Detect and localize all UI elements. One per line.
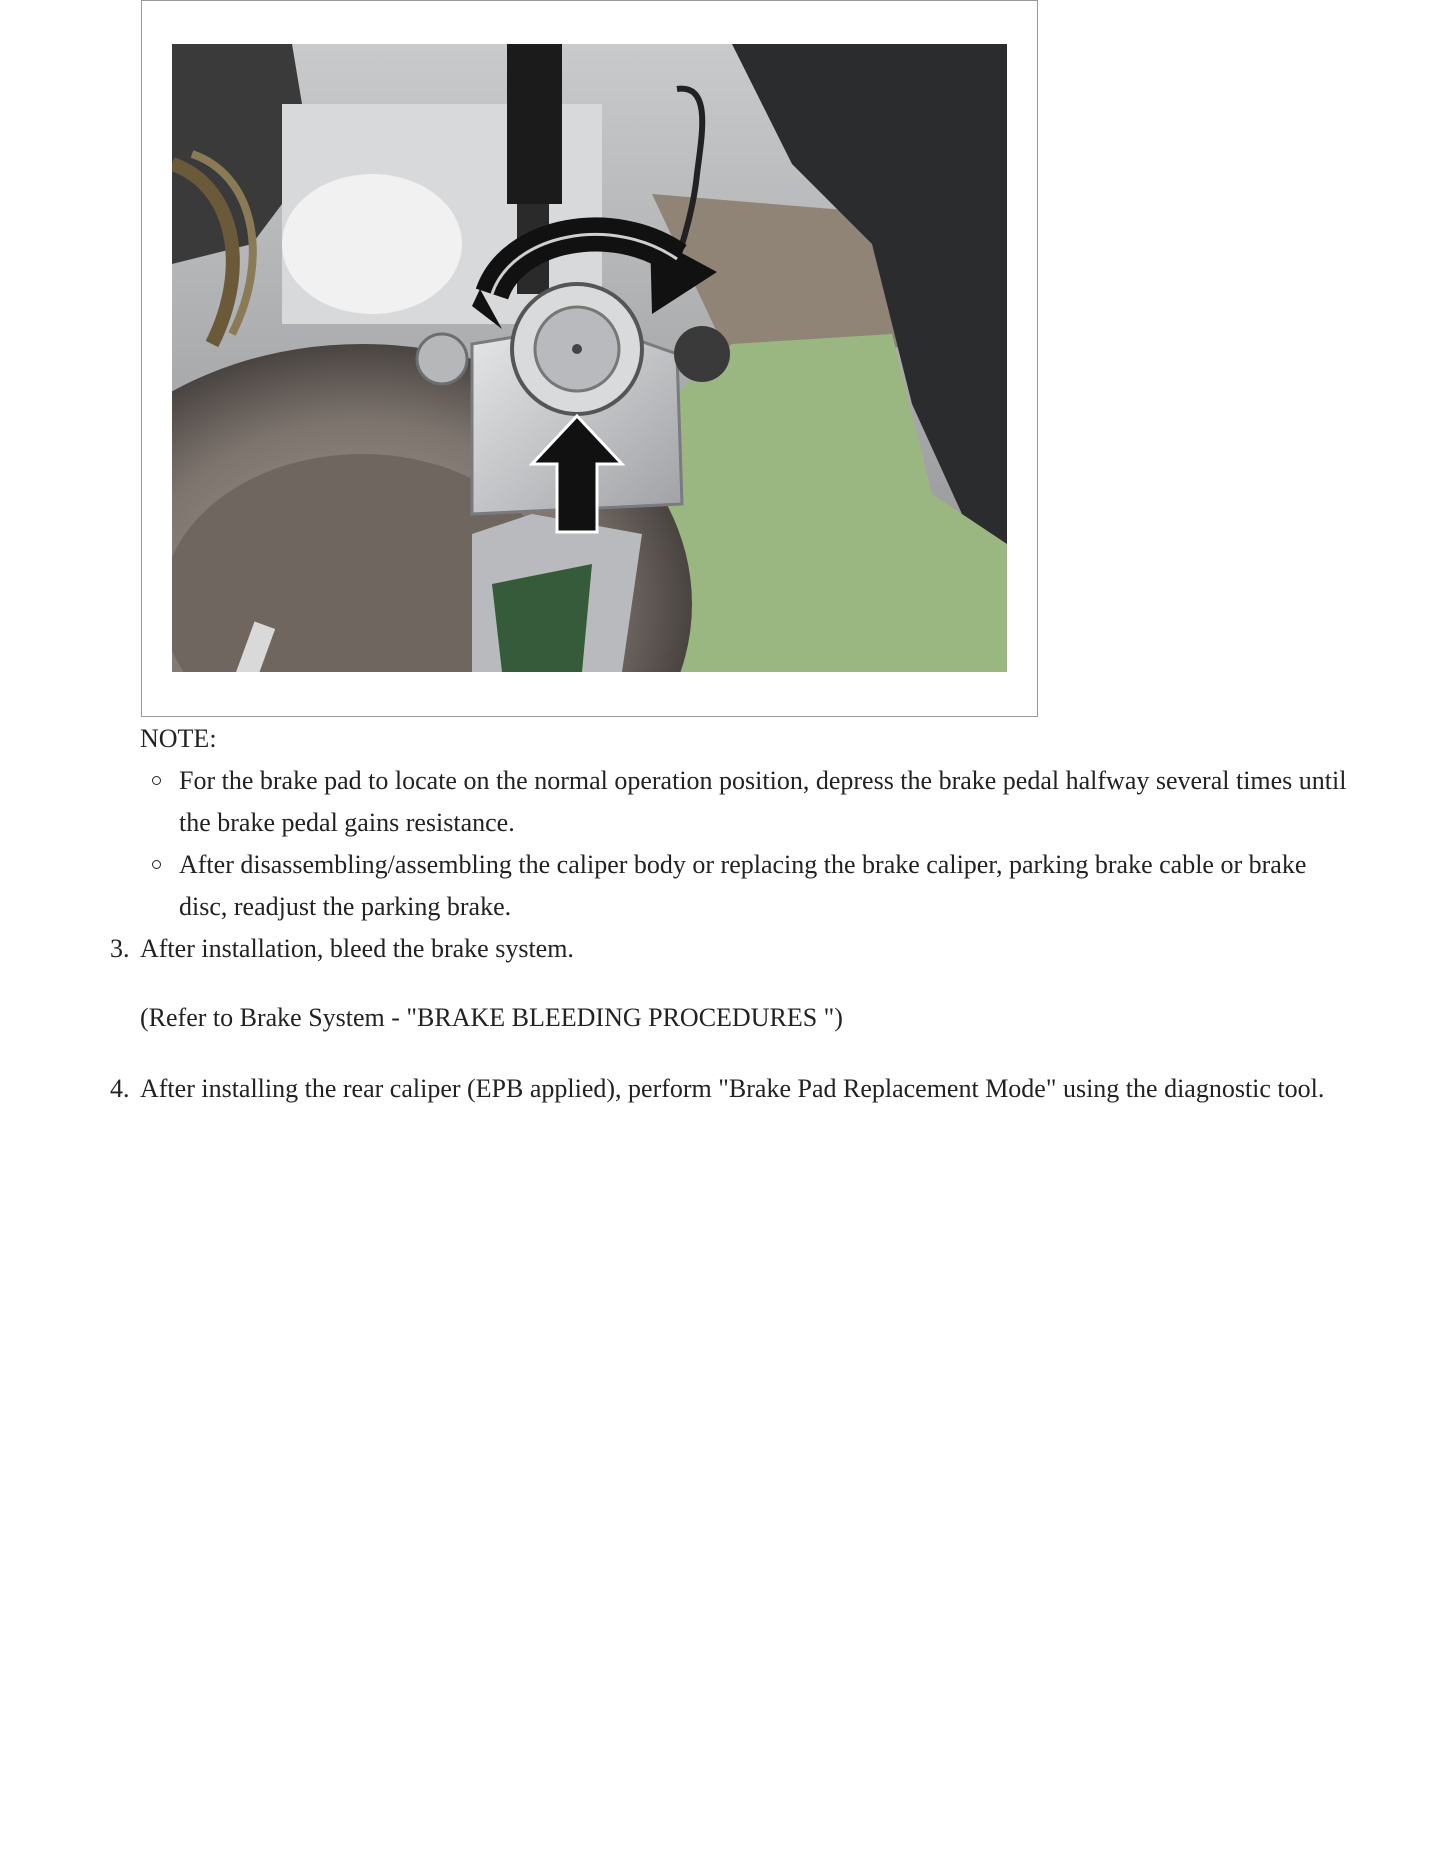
step-number: 3. <box>110 934 130 963</box>
note-item-text: For the brake pad to locate on the normal operation position, depress the brake pedal halfway several times until the brake pedal gains resistance. <box>179 766 1347 837</box>
bullet-icon <box>152 776 161 785</box>
step-4 <box>110 1068 1360 1110</box>
reference-text: (Refer to Brake System - "BRAKE BLEEDING PROCEDURES ") <box>140 1003 843 1032</box>
note-item-text: After disassembling/assembling the caliper body or replacing the brake caliper, parking brake cable or brake disc, readjust the parking brake. <box>179 850 1307 921</box>
note-item <box>140 760 1360 844</box>
step-3 <box>110 928 1360 970</box>
note-label: NOTE: <box>140 724 217 753</box>
note-list <box>140 760 1360 928</box>
step-number: 4. <box>110 1074 130 1103</box>
step-text: After installing the rear caliper (EPB applied), perform "Brake Pad Replacement Mode" using the diagnostic tool. <box>140 1074 1325 1103</box>
step-text: After installation, bleed the brake system. <box>140 934 574 963</box>
bullet-icon <box>152 860 161 869</box>
caliper-photo <box>172 44 1007 672</box>
note-item <box>140 844 1360 928</box>
figure-frame <box>141 0 1038 717</box>
caliper-illustration <box>172 44 1007 672</box>
